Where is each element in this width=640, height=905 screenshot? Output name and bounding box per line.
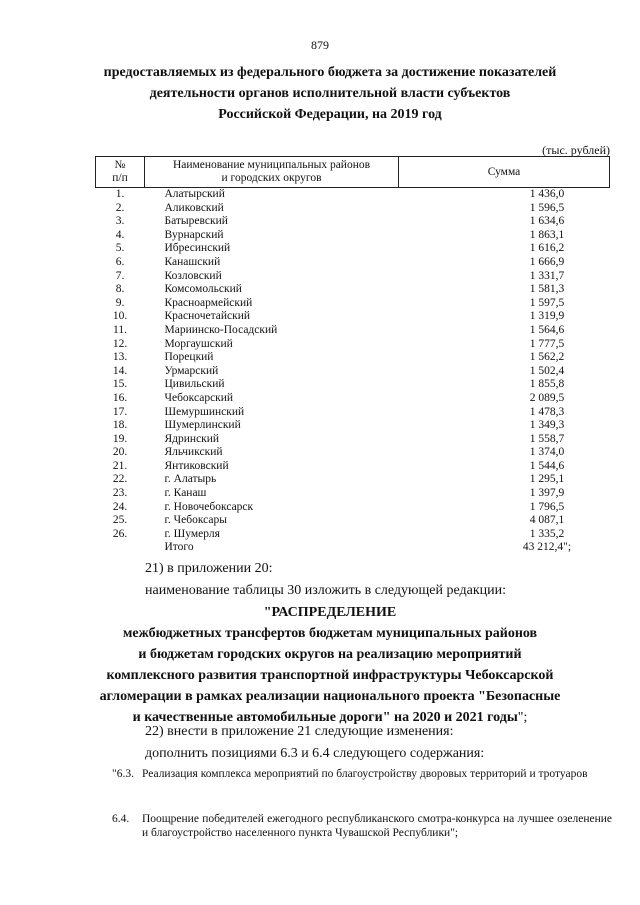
row-sum: 1 796,5 bbox=[529, 500, 565, 513]
table-header-row bbox=[96, 157, 610, 188]
row-number: 4. bbox=[115, 228, 125, 241]
row-name: г. Алатырь bbox=[164, 473, 217, 486]
row-number bbox=[96, 541, 145, 555]
table-row bbox=[96, 365, 610, 379]
row-sum: 1 564,6 bbox=[529, 323, 565, 336]
row-name: Урмарский bbox=[164, 364, 219, 377]
row-name: Мариинско-Посадский bbox=[164, 323, 278, 336]
row-name: Шемуршинский bbox=[164, 405, 245, 418]
row-name: Красноармейский bbox=[164, 296, 253, 309]
row-number: 3. bbox=[115, 215, 125, 228]
row-number: 12. bbox=[112, 337, 128, 350]
row-sum: 2 089,5 bbox=[529, 391, 565, 404]
table-row bbox=[96, 473, 610, 487]
row-number: 5. bbox=[115, 242, 125, 255]
distribution-heading: "РАСПРЕДЕЛЕНИЕ bbox=[263, 605, 397, 620]
table-row bbox=[96, 460, 610, 474]
row-sum: 1 295,1 bbox=[529, 473, 565, 486]
row-name: г. Чебоксары bbox=[164, 514, 227, 527]
row-name: Моргаушский bbox=[164, 337, 233, 350]
row-sum: 1 616,2 bbox=[529, 242, 565, 255]
row-number: 24. bbox=[112, 500, 128, 513]
row-sum: 1 319,9 bbox=[529, 310, 565, 323]
table-row bbox=[96, 433, 610, 447]
document-title bbox=[95, 62, 565, 125]
row-name: Итого bbox=[164, 541, 194, 554]
row-number: 22. bbox=[112, 473, 128, 486]
table-row bbox=[96, 419, 610, 433]
table-row bbox=[96, 324, 610, 338]
header-name bbox=[145, 157, 399, 188]
distribution-line-text: и качественные автомобильные дороги" на 2020 и 2021 годы bbox=[132, 710, 518, 725]
row-number: 19. bbox=[112, 432, 128, 445]
distribution-title bbox=[95, 623, 565, 728]
table-row bbox=[96, 541, 610, 555]
row-name: Порецкий bbox=[164, 351, 214, 364]
row-name: Алатырский bbox=[164, 188, 225, 200]
table-row bbox=[96, 256, 610, 270]
item-number: 6.4. bbox=[112, 813, 130, 825]
row-name: Чебоксарский bbox=[164, 391, 234, 404]
row-name: Батыревский bbox=[164, 215, 228, 228]
row-name: Комсомольский bbox=[164, 283, 242, 296]
table-row bbox=[96, 202, 610, 216]
paragraph-21-sub: наименование таблицы 30 изложить в следующей редакции: bbox=[145, 583, 507, 598]
row-name: Шумерлинский bbox=[164, 419, 241, 432]
table-row bbox=[96, 351, 610, 365]
row-sum: 1 335,2 bbox=[529, 527, 565, 540]
distribution-end-quote: "; bbox=[517, 710, 528, 725]
row-sum: 1 374,0 bbox=[529, 446, 565, 459]
item-text: Реализация комплекса мероприятий по благоустройству дворовых территорий и тротуаров bbox=[142, 768, 588, 780]
title-line: предоставляемых из федерального бюджета за достижение показателей bbox=[103, 65, 557, 80]
header-number-line2: п/п bbox=[112, 172, 128, 184]
table-row bbox=[96, 514, 610, 528]
table-row bbox=[96, 215, 610, 229]
table-row bbox=[96, 528, 610, 542]
table-row bbox=[96, 310, 610, 324]
row-number: 8. bbox=[115, 283, 125, 296]
table-row bbox=[96, 378, 610, 392]
row-number: 15. bbox=[112, 378, 128, 391]
header-number-line1: № bbox=[114, 159, 126, 171]
table-row bbox=[96, 501, 610, 515]
row-name: г. Новочебоксарск bbox=[164, 500, 254, 513]
row-number: 16. bbox=[112, 391, 128, 404]
row-sum: 1 349,3 bbox=[529, 419, 565, 432]
row-sum: 1 562,2 bbox=[529, 351, 565, 364]
row-sum: 1 666,9 bbox=[529, 255, 565, 268]
row-sum: 4 087,1 bbox=[529, 514, 565, 527]
row-name: Яльчикский bbox=[164, 446, 223, 459]
title-line: деятельности органов исполнительной власти субъектов bbox=[149, 86, 511, 101]
row-number: 2. bbox=[115, 201, 125, 214]
row-sum: 1 544,6 bbox=[529, 459, 565, 472]
table-row bbox=[96, 392, 610, 406]
row-sum: 1 436,0 bbox=[529, 188, 565, 200]
table-row bbox=[96, 188, 610, 202]
table-row bbox=[96, 297, 610, 311]
table-row bbox=[96, 283, 610, 297]
row-number: 25. bbox=[112, 514, 128, 527]
row-number: 1. bbox=[115, 188, 125, 200]
item-text: Поощрение победителей ежегодного республиканского смотра-конкурса на лучшее озеленение и благоустройство населенного пункта Чувашской Республики"; bbox=[142, 813, 612, 839]
distribution-line: комплексного развития транспортной инфраструктуры Чебоксарской bbox=[106, 668, 554, 683]
row-sum: 1 596,5 bbox=[529, 201, 565, 214]
header-number bbox=[96, 157, 145, 188]
row-sum: 1 581,3 bbox=[529, 283, 565, 296]
row-sum: 1 863,1 bbox=[529, 228, 565, 241]
row-number: 18. bbox=[112, 419, 128, 432]
row-sum: 1 855,8 bbox=[529, 378, 565, 391]
row-name: Канашский bbox=[164, 255, 221, 268]
row-number: 13. bbox=[112, 351, 128, 364]
row-name: Вурнарский bbox=[164, 228, 224, 241]
row-name: г. Канаш bbox=[164, 487, 207, 500]
row-sum: 1 634,6 bbox=[529, 215, 565, 228]
row-sum: 1 777,5 bbox=[529, 337, 565, 350]
page-number: 879 bbox=[311, 38, 329, 52]
paragraph-22-sub: дополнить позициями 6.3 и 6.4 следующего содержания: bbox=[145, 746, 485, 761]
table-row bbox=[96, 338, 610, 352]
row-number: 9. bbox=[115, 296, 125, 309]
row-sum: 1 397,9 bbox=[529, 487, 565, 500]
row-sum: 1 502,4 bbox=[529, 364, 565, 377]
distribution-line: межбюджетных трансфертов бюджетам муниципальных районов bbox=[122, 626, 538, 641]
unit-note: (тыс. рублей) bbox=[542, 143, 610, 157]
row-name: Красночетайский bbox=[164, 310, 251, 323]
paragraph-22: 22) внести в приложение 21 следующие изменения: bbox=[145, 724, 454, 739]
distribution-line: агломерации в рамках реализации национального проекта "Безопасные bbox=[99, 689, 561, 704]
header-name-line1: Наименование муниципальных районов bbox=[172, 159, 371, 171]
header-sum: Сумма bbox=[399, 157, 610, 188]
row-name: Цивильский bbox=[164, 378, 225, 391]
table-row bbox=[96, 406, 610, 420]
table-row bbox=[96, 270, 610, 284]
row-sum: 1 597,5 bbox=[529, 296, 565, 309]
title-line: Российской Федерации, на 2019 год bbox=[218, 107, 442, 122]
row-sum: 1 478,3 bbox=[529, 405, 565, 418]
row-number: 21. bbox=[112, 459, 128, 472]
table-row bbox=[96, 487, 610, 501]
row-name: Козловский bbox=[164, 269, 222, 282]
row-number: 10. bbox=[112, 310, 128, 323]
row-name: Аликовский bbox=[164, 201, 224, 214]
table-row bbox=[96, 229, 610, 243]
row-sum: 43 212,4"; bbox=[522, 541, 572, 554]
row-name: Ибресинский bbox=[164, 242, 231, 255]
table-row bbox=[96, 446, 610, 460]
table-row bbox=[96, 242, 610, 256]
row-sum: 1 331,7 bbox=[529, 269, 565, 282]
row-number: 6. bbox=[115, 255, 125, 268]
row-number: 14. bbox=[112, 364, 128, 377]
row-sum: 1 558,7 bbox=[529, 432, 565, 445]
allocation-table bbox=[95, 156, 610, 555]
header-name-line2: и городских округов bbox=[221, 172, 322, 184]
row-number: 23. bbox=[112, 487, 128, 500]
row-number: 11. bbox=[113, 323, 127, 336]
distribution-line: и бюджетам городских округов на реализацию мероприятий bbox=[138, 647, 522, 662]
item-number: "6.3. bbox=[112, 768, 134, 780]
row-number: 20. bbox=[112, 446, 128, 459]
paragraph-21: 21) в приложении 20: bbox=[145, 561, 273, 576]
row-name: Ядринский bbox=[164, 432, 220, 445]
row-number: 17. bbox=[112, 405, 128, 418]
row-name: Янтиковский bbox=[164, 459, 229, 472]
row-name: г. Шумерля bbox=[164, 527, 220, 540]
row-number: 7. bbox=[115, 269, 125, 282]
row-number: 26. bbox=[112, 527, 128, 540]
